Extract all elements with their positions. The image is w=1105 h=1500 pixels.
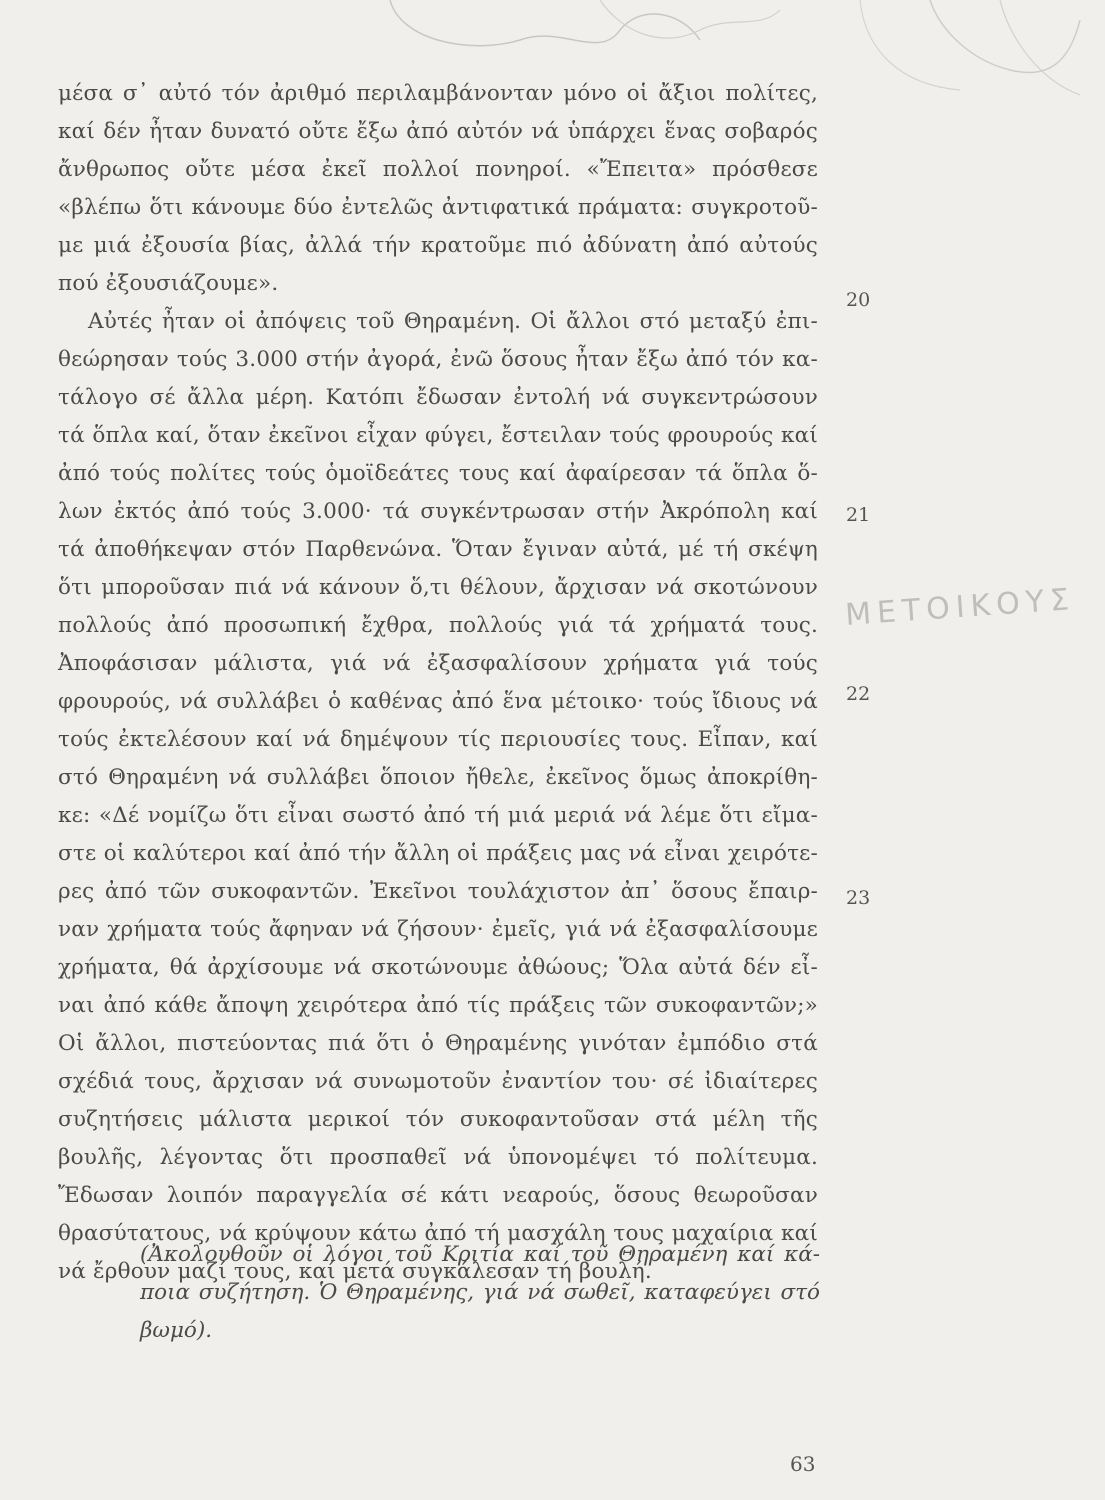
margin-section-number: 20 [846, 289, 871, 311]
text-line: τάλογο σέ ἄλλα μέρη. Κατόπι ἔδωσαν ἐντολή νά συγκεντρώσουν [58, 385, 818, 410]
text-line: θεώρησαν τούς 3.000 στήν ἀγορά, ἐνῶ ὅσους ἦταν ἔξω ἀπό τόν κα- [58, 347, 818, 372]
margin-section-number: 23 [846, 887, 871, 909]
text-line: πού ἐξουσιάζουμε». [58, 271, 279, 296]
note-line: βωμό). [140, 1318, 213, 1343]
text-line: ναι ἀπό κάθε ἄποψη χειρότερα ἀπό τίς πράξεις τῶν συκοφαντῶν;» [58, 993, 818, 1018]
page-number: 63 [790, 1452, 816, 1476]
text-line: τούς ἐκτελέσουν καί νά δημέψουν τίς περιουσίες τους. Εἶπαν, καί [58, 727, 818, 752]
text-line: βουλῆς, λέγοντας ὅτι προσπαθεῖ νά ὑπονομέψει τό πολίτευμα. [58, 1145, 818, 1170]
text-line: ρες ἀπό τῶν συκοφαντῶν. Ἐκεῖνοι τουλάχιστον ἀπ᾽ ὅσους ἔπαιρ- [58, 879, 818, 904]
note-line: ποια συζήτηση. Ὁ Θηραμένης, γιά νά σωθεῖ, καταφεύγει στό [140, 1280, 820, 1305]
text-line: σχέδιά τους, ἄρχισαν νά συνωμοτοῦν ἐναντίον του· σέ ἰδιαίτερες [58, 1069, 818, 1094]
text-line: καί δέν ἦταν δυνατό οὔτε ἔξω ἀπό αὐτόν νά ὑπάρχει ἕνας σοβαρός [58, 119, 818, 144]
text-line: με μιά ἐξουσία βίας, ἀλλά τήν κρατοῦμε πιό ἀδύνατη ἀπό αὐτούς [58, 233, 818, 258]
text-line: πολλούς ἀπό προσωπική ἔχθρα, πολλούς γιά τά χρήματά τους. [58, 613, 818, 638]
text-line: λων ἐκτός ἀπό τούς 3.000· τά συγκέντρωσαν στήν Ἀκρόπολη καί [58, 499, 818, 524]
text-line: φρουρούς, νά συλλάβει ὁ καθένας ἀπό ἕνα μέτοικο· τούς ἴδιους νά [58, 689, 818, 714]
text-line: Οἱ ἄλλοι, πιστεύοντας πιά ὅτι ὁ Θηραμένης γινόταν ἐμπόδιο στά [58, 1031, 818, 1056]
text-line: ὅτι μποροῦσαν πιά νά κάνουν ὅ,τι θέλουν, ἄρχισαν νά σκοτώνουν [58, 575, 818, 600]
text-line: «βλέπω ὅτι κάνουμε δύο ἐντελῶς ἀντιφατικά πράματα: συγκροτοῦ- [58, 195, 818, 220]
text-line: ἀπό τούς πολίτες τούς ὁμοϊδεάτες τους καί ἀφαίρεσαν τά ὅπλα ὅ- [58, 461, 818, 486]
text-line: τά ὅπλα καί, ὅταν ἐκεῖνοι εἶχαν φύγει, ἔστειλαν τούς φρουρούς καί [58, 423, 818, 448]
text-line: συζητήσεις μάλιστα μερικοί τόν συκοφαντοῦσαν στά μέλη τῆς [58, 1107, 818, 1132]
text-line: στό Θηραμένη νά συλλάβει ὅποιον ἤθελε, ἐκεῖνος ὅμως ἀποκρίθη- [58, 765, 818, 790]
margin-section-number: 21 [846, 504, 871, 526]
text-line: ἄνθρωπος οὔτε μέσα ἐκεῖ πολλοί πονηροί. «Ἔπειτα» πρόσθεσε [58, 157, 818, 182]
text-line: ναν χρήματα τούς ἄφηναν νά ζήσουν· ἐμεῖς, γιά νά ἐξασφαλίσουμε [58, 917, 818, 942]
text-line: Αὐτές ἦταν οἱ ἀπόψεις τοῦ Θηραμένη. Οἱ ἄλλοι στό μεταξύ ἐπι- [88, 309, 818, 334]
text-line: θρασύτατους, νά κρύψουν κάτω ἀπό τή μασχάλη τους μαχαίρια καί [58, 1221, 818, 1246]
text-line: στε οἱ καλύτεροι καί ἀπό τήν ἄλλη οἱ πράξεις μας νά εἶναι χειρότε- [58, 841, 818, 866]
note-line: (Ἀκολουθοῦν οἱ λόγοι τοῦ Κριτία καί τοῦ Θηραμένη καί κά- [140, 1242, 820, 1267]
text-line: μέσα σ᾽ αὐτό τόν ἀριθμό περιλαμβάνονταν μόνο οἱ ἄξιοι πολίτες, [58, 81, 818, 106]
text-line: Ἔδωσαν λοιπόν παραγγελία σέ κάτι νεαρούς, ὅσους θεωροῦσαν [58, 1183, 818, 1208]
margin-section-number: 22 [846, 683, 871, 705]
text-line: κε: «Δέ νομίζω ὅτι εἶναι σωστό ἀπό τή μιά μεριά νά λέμε ὅτι εἴμα- [58, 803, 818, 828]
pencil-margin-note: ΜΕΤΟΙΚΟΥΣ [844, 582, 1077, 633]
text-line: χρήματα, θά ἀρχίσουμε νά σκοτώνουμε ἀθώους; Ὅλα αὐτά δέν εἶ- [58, 955, 818, 980]
text-line: νά ἔρθουν μαζί τους, καί μετά συγκάλεσαν τή βουλή. [58, 1259, 652, 1284]
text-line: τά ἀποθήκεψαν στόν Παρθενώνα. Ὅταν ἔγιναν αὐτά, μέ τή σκέψη [58, 537, 818, 562]
text-line: Ἀποφάσισαν μάλιστα, γιά νά ἐξασφαλίσουν χρήματα γιά τούς [58, 651, 818, 676]
